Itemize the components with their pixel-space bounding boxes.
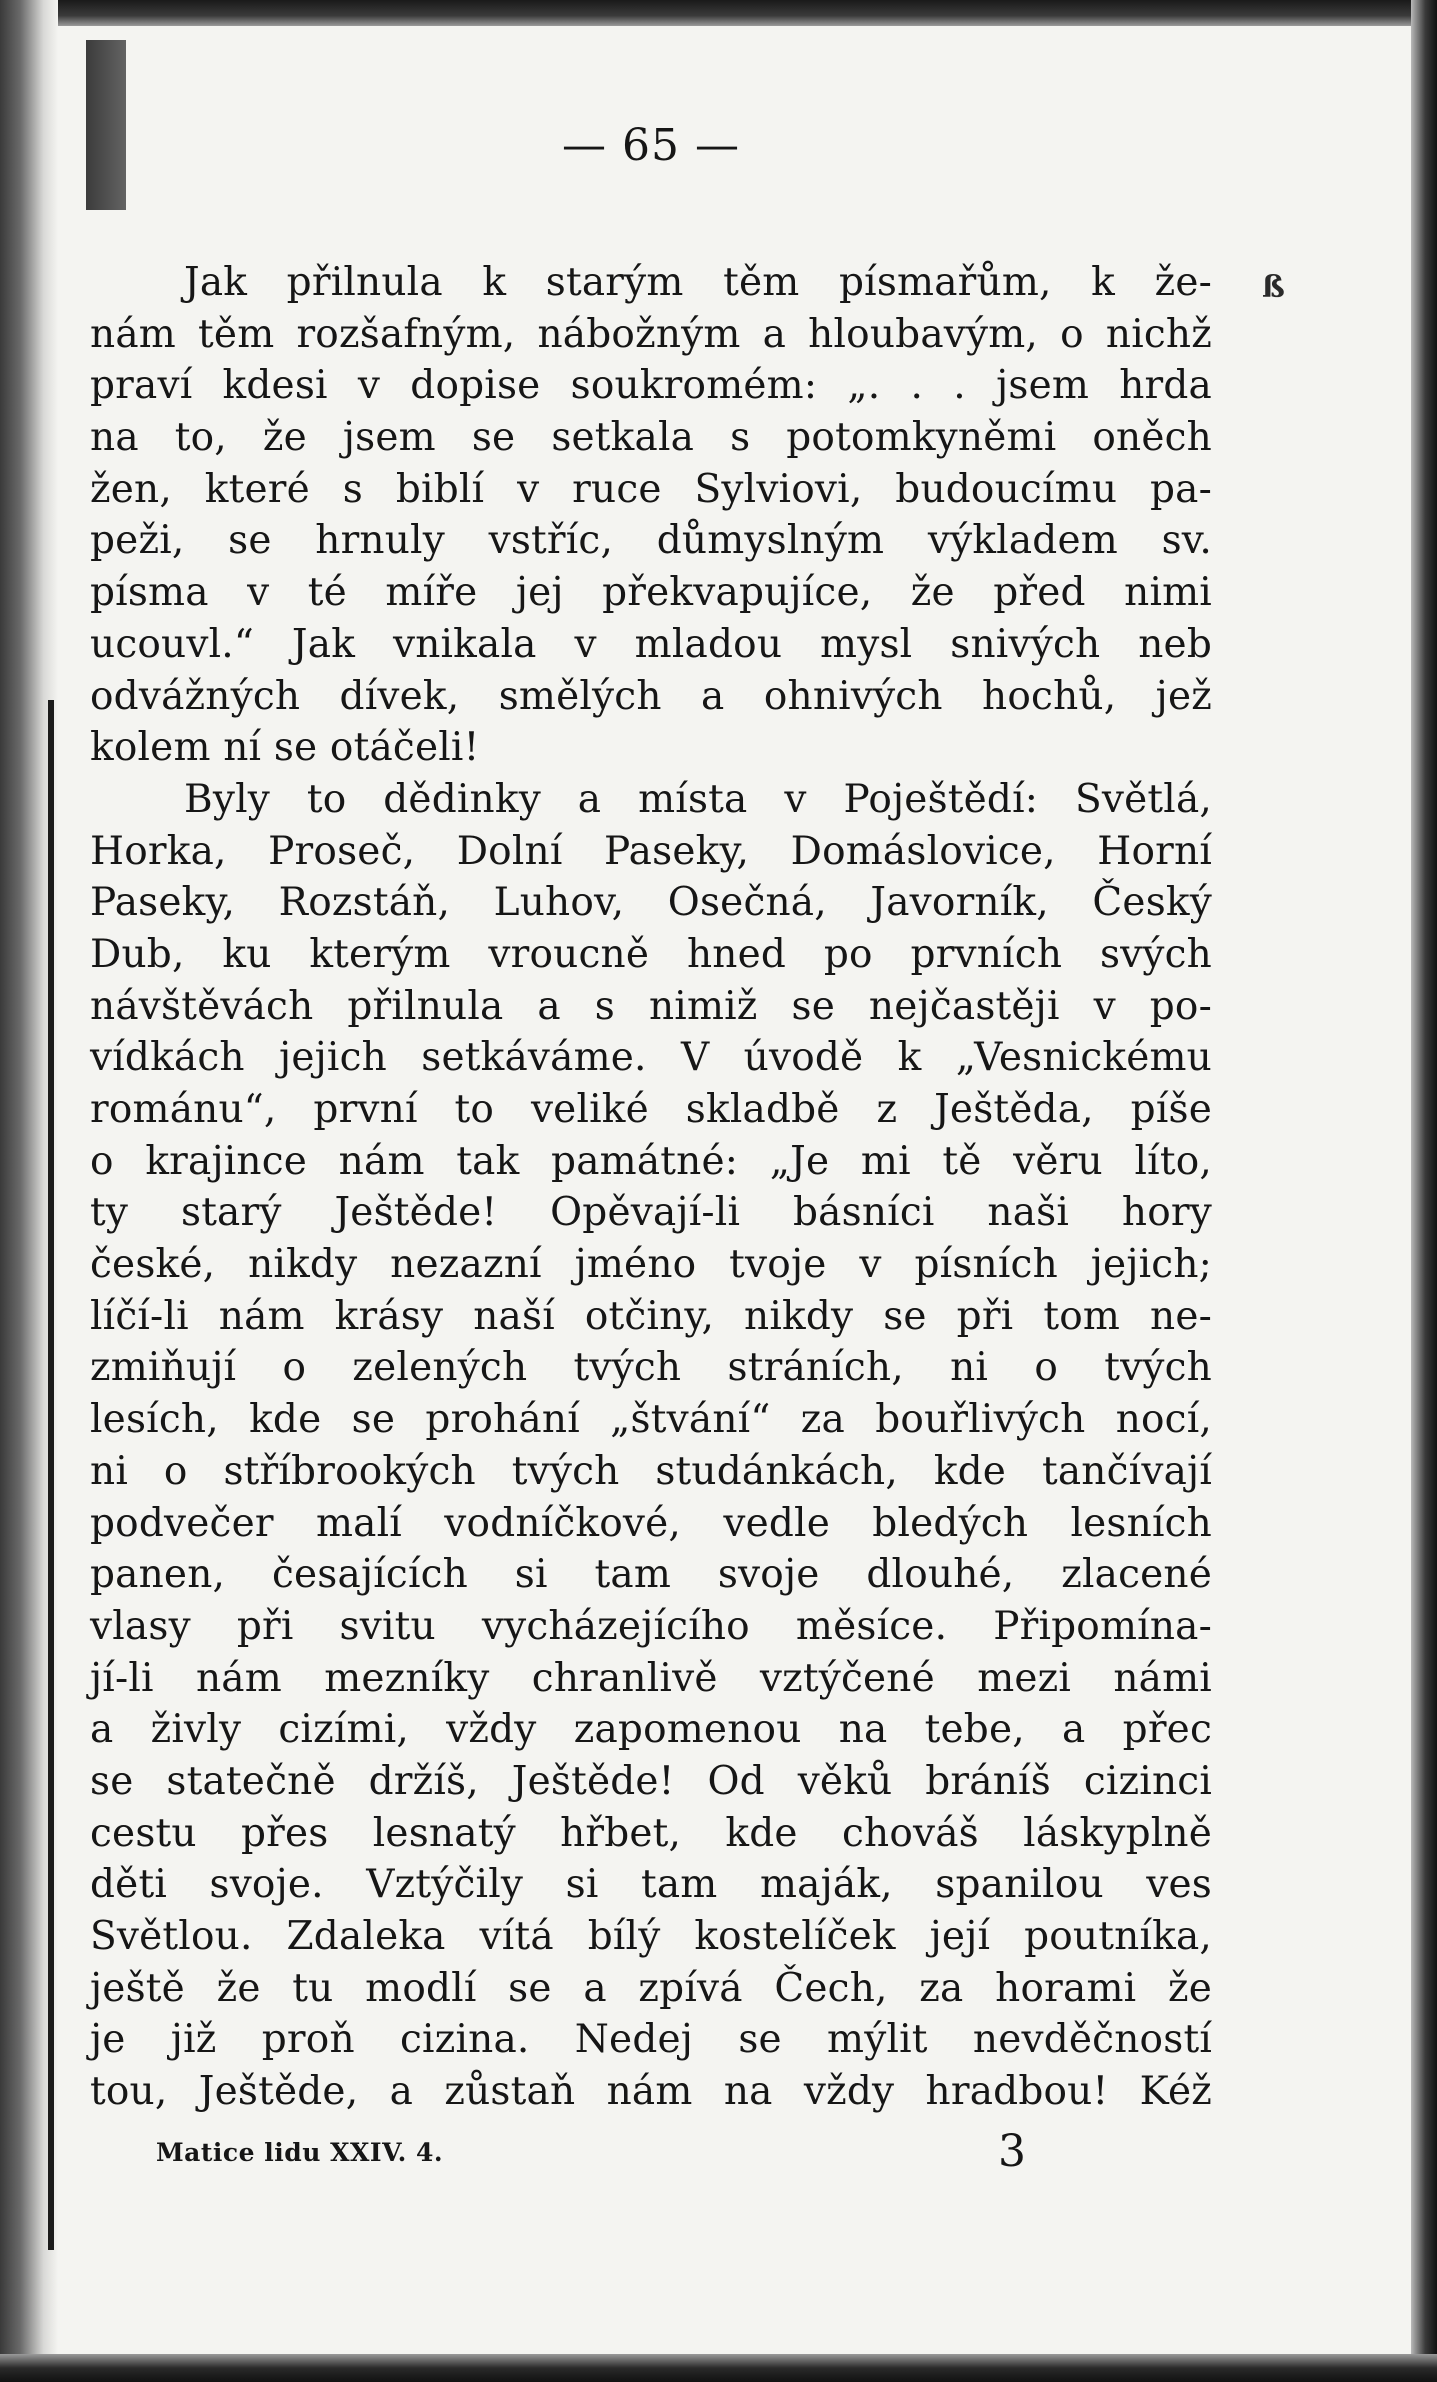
- text-line: děti svoje. Vztýčily si tam maják, spanilou ves: [90, 1862, 1212, 1908]
- printer-signature: Matice lidu XXIV. 4.: [156, 2137, 444, 2167]
- text-line: lesích, kde se prohání „štvání“ za bouřlivých nocí,: [90, 1397, 1212, 1443]
- text-line: nám těm rozšafným, nábožným a hloubavým, o nichž: [90, 311, 1212, 357]
- text-line: odvážných dívek, smělých a ohnivých hochů, jež: [90, 673, 1212, 719]
- text-line: cestu přes lesnatý hřbet, kde chováš láskyplně: [90, 1810, 1212, 1856]
- text-line: románu“, první to veliké skladbě z Ještěda, píše: [90, 1087, 1212, 1132]
- text-line: vlasy při svitu vycházejícího měsíce. Připomína-: [90, 1603, 1212, 1649]
- text-line: Dub, ku kterým vroucně hned po prvních svých: [90, 931, 1212, 977]
- text-line: kolem ní se otáčeli!: [90, 725, 480, 771]
- text-line: žen, které s biblí v ruce Sylviovi, budoucímu pa-: [90, 466, 1212, 512]
- text-line: je již proň cizina. Nedej se mýlit nevděčností: [90, 2017, 1212, 2063]
- text-line: ty starý Ještěde! Opěvají-li básníci naši hory: [90, 1190, 1212, 1236]
- text-line: podvečer malí vodníčkové, vedle bledých lesních: [90, 1500, 1212, 1546]
- text-line: ucouvl.“ Jak vnikala v mladou mysl snivých neb: [90, 621, 1212, 667]
- page-content: [90, 120, 1212, 2186]
- text-line: na to, že jsem se setkala s potomkyněmi oněch: [90, 415, 1212, 461]
- text-line: praví kdesi v dopise soukromém: „. . . jsem hrda: [90, 363, 1212, 409]
- text-line: panen, česajících si tam svoje dlouhé, zlacené: [90, 1552, 1212, 1598]
- text-line: peži, se hrnuly vstříc, důmyslným výkladem sv.: [90, 518, 1212, 564]
- text-line: a živly cizími, vždy zapomenou na tebe, a přec: [90, 1707, 1212, 1753]
- text-line: tou, Ještěde, a zůstaň nám na vždy hradbou! Kéž: [90, 2069, 1212, 2115]
- sheet-number: 3: [998, 2125, 1026, 2177]
- text-line: ještě že tu modlí se a zpívá Čech, za horami že: [90, 1965, 1212, 2011]
- text-line: ni o stříbrookých tvých studánkách, kde tančívají: [90, 1448, 1212, 1494]
- spine-binding-line: [48, 700, 54, 2250]
- margin-mark: ß: [1262, 270, 1285, 305]
- text-line: se statečně držíš, Ještěde! Od věků bráníš cizinci: [90, 1758, 1212, 1804]
- text-line: písma v té míře jej překvapujíce, že před nimi: [90, 570, 1212, 616]
- text-line: vídkách jejich setkáváme. V úvodě k „Vesnickému: [90, 1035, 1212, 1081]
- text-line: líčí-li nám krásy naší otčiny, nikdy se při tom ne-: [90, 1293, 1212, 1339]
- text-line: zmiňují o zelených tvých stráních, ni o tvých: [90, 1345, 1212, 1391]
- text-line: Světlou. Zdaleka vítá bílý kostelíček její poutníka,: [90, 1914, 1212, 1959]
- text-line: jí-li nám mezníky chranlivě vztýčené mezi námi: [90, 1655, 1212, 1701]
- page-number-header: — 65 —: [562, 120, 740, 171]
- scan-edge-right: [1411, 0, 1437, 2382]
- page-footer: [90, 2126, 1212, 2186]
- scan-edge-top: [0, 0, 1437, 26]
- text-line: Paseky, Rozstáň, Luhov, Osečná, Javorník, Český: [90, 880, 1212, 926]
- body-text: [90, 257, 1212, 2118]
- text-line: české, nikdy nezazní jméno tvoje v písních jejich;: [90, 1242, 1212, 1288]
- scan-edge-bottom: [0, 2354, 1437, 2382]
- text-line: návštěvách přilnula a s nimiž se nejčastěji v po-: [90, 983, 1212, 1029]
- text-line: Horka, Proseč, Dolní Paseky, Domáslovice, Horní: [90, 828, 1212, 874]
- text-line: o krajince nám tak památné: „Je mi tě věru líto,: [90, 1138, 1212, 1184]
- text-line: Byly to dědinky a místa v Poještědí: Světlá,: [184, 776, 1212, 822]
- text-line: Jak přilnula k starým těm písmařům, k že-: [184, 260, 1212, 305]
